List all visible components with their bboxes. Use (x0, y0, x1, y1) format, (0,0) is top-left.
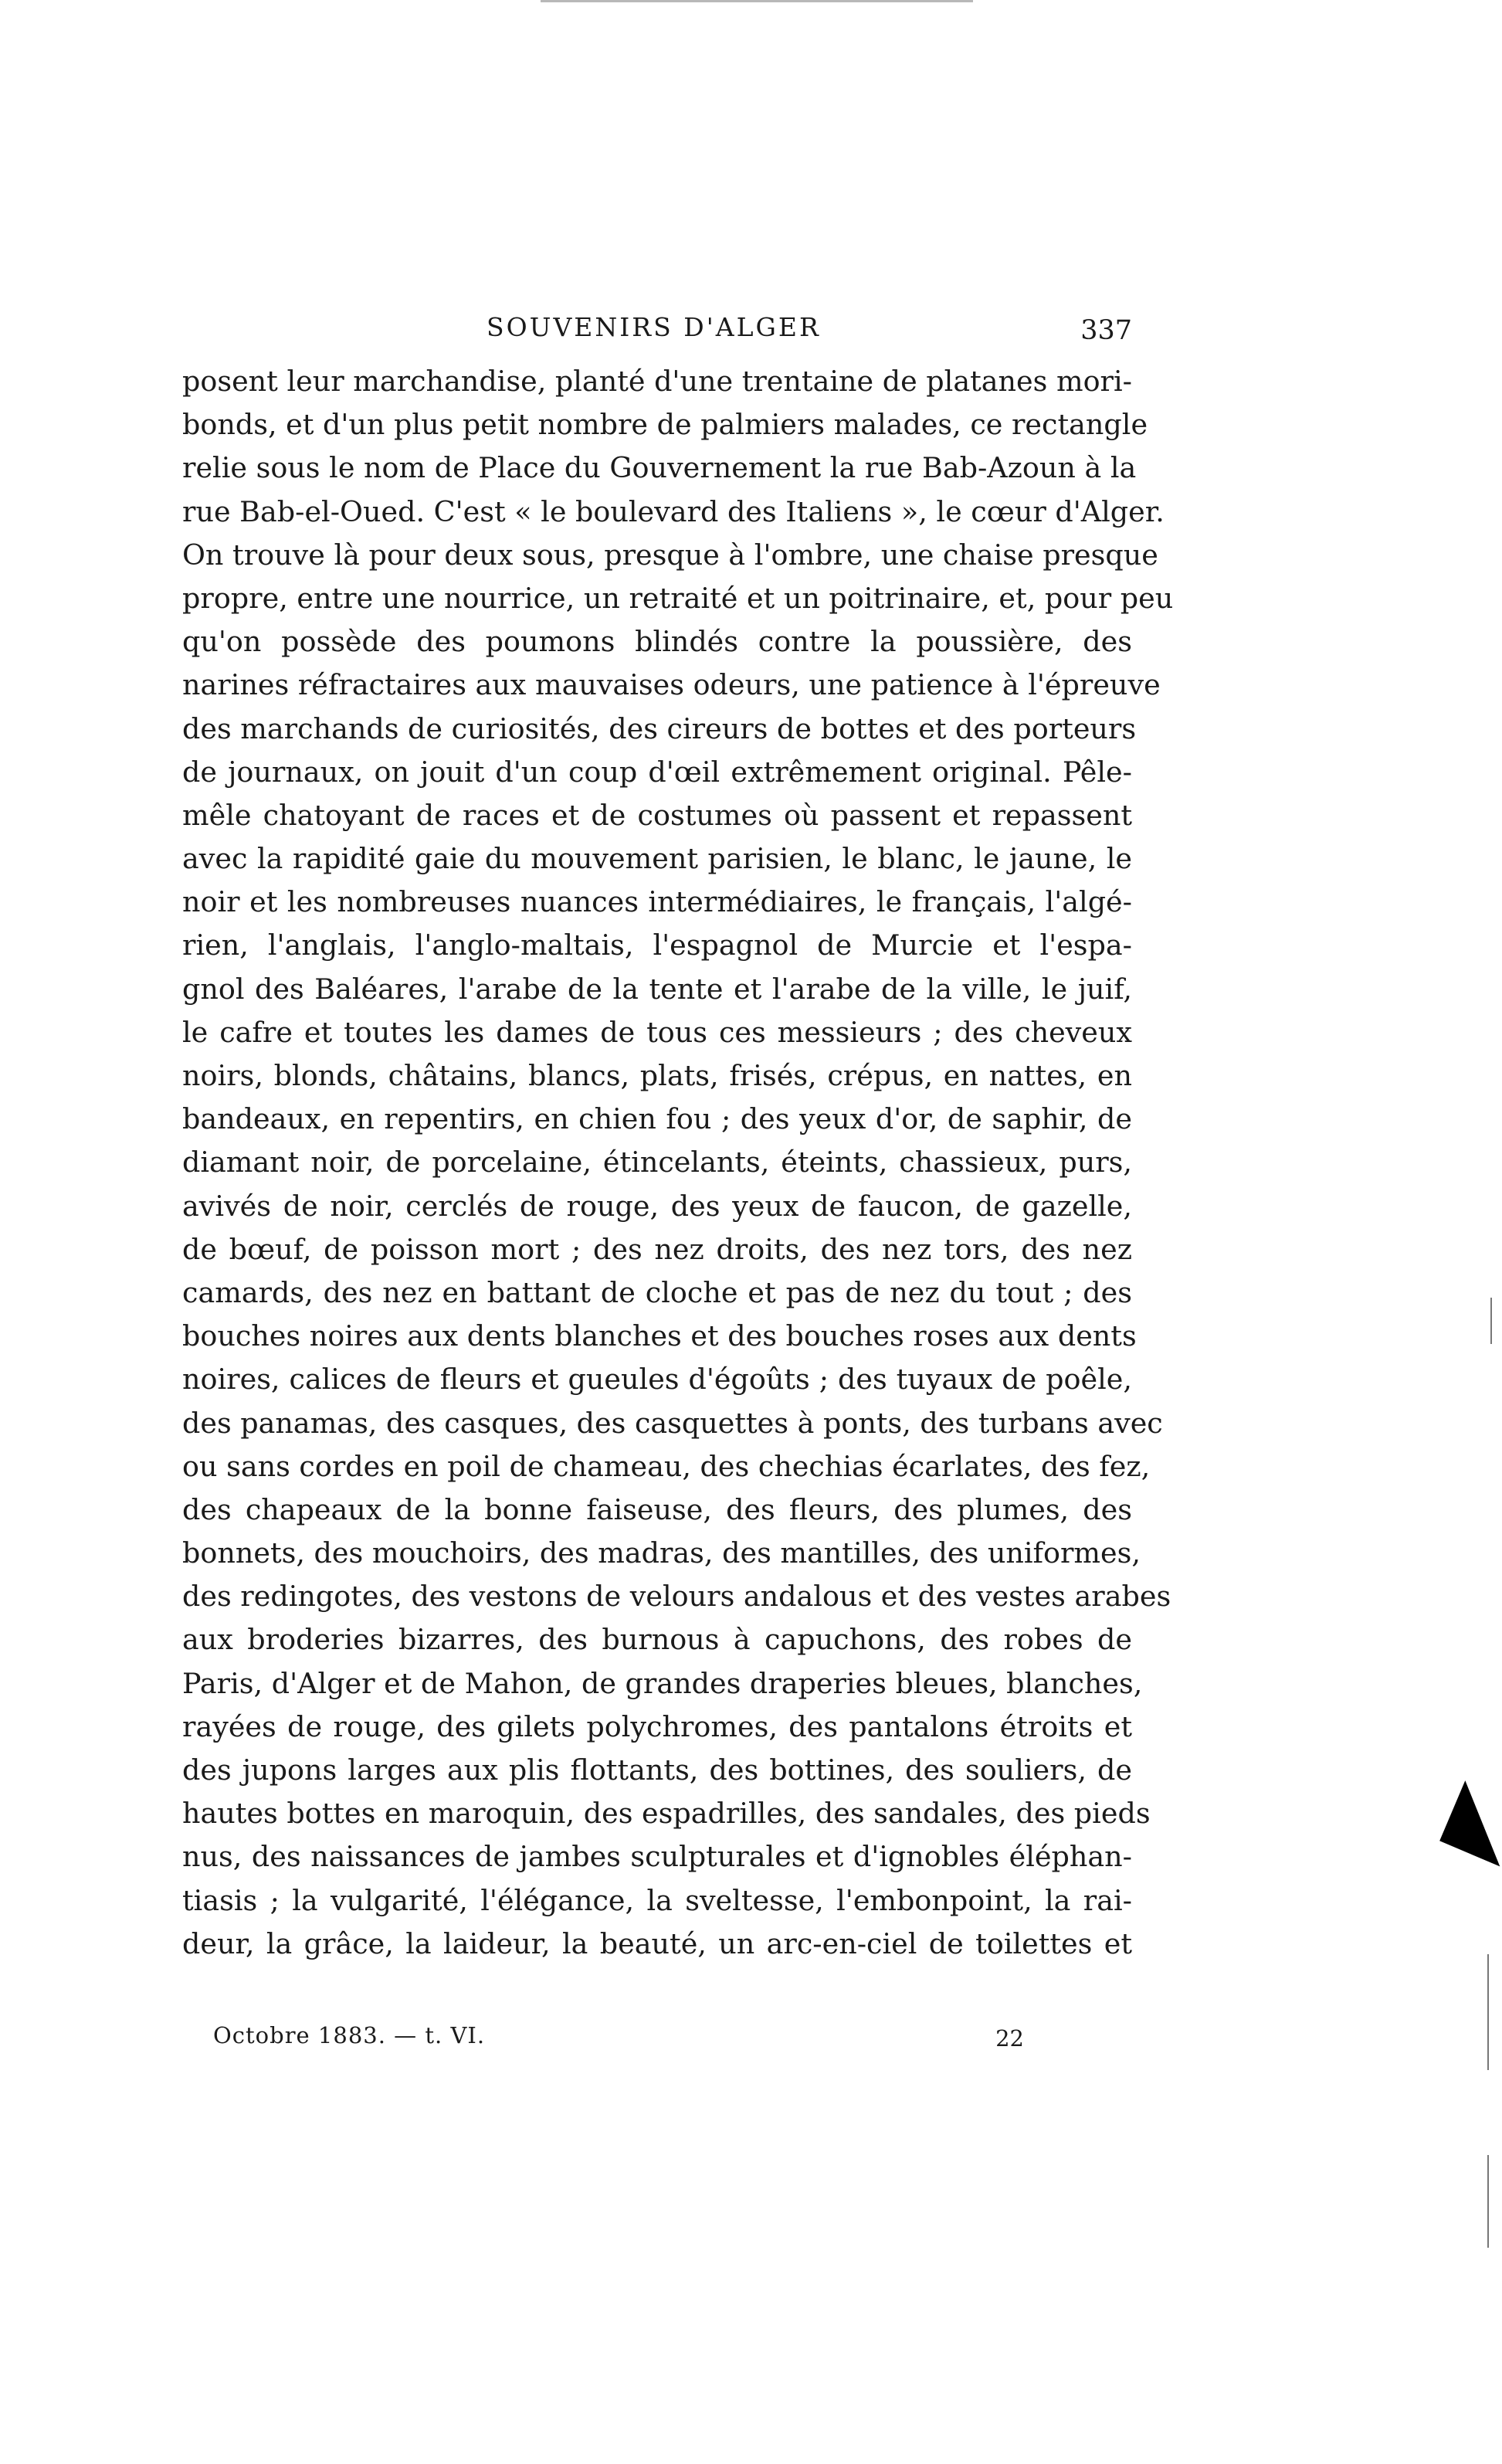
margin-edge-mark (1487, 2155, 1489, 2248)
margin-edge-mark (1487, 1954, 1489, 2070)
page-number: 337 (1080, 315, 1132, 346)
text-line: des redingotes, des vestons de velours andalous et des vestes arabes (182, 1580, 1171, 1614)
text-line: aux broderies bizarres, des burnous à capuchons, des robes de (182, 1623, 1132, 1657)
text-line: nus, des naissances de jambes sculpturales et d'ignobles éléphan- (182, 1840, 1132, 1874)
text-line: de journaux, on jouit d'un coup d'œil extrêmement original. Pêle- (182, 755, 1132, 789)
top-edge-rule (541, 0, 973, 2)
text-line: des panamas, des casques, des casquettes à ponts, des turbans avec (182, 1406, 1163, 1440)
text-line: avivés de noir, cerclés de rouge, des yeux de faucon, de gazelle, (182, 1189, 1132, 1223)
text-line: ou sans cordes en poil de chameau, des chechias écarlates, des fez, (182, 1449, 1151, 1483)
signature-mark: 22 (995, 2025, 1024, 2052)
running-head (182, 312, 1132, 351)
margin-triangle-marker (1422, 1780, 1500, 1884)
text-line: bonds, et d'un plus petit nombre de palmiers malades, ce rectangle (182, 408, 1148, 442)
running-title: SOUVENIRS D'ALGER (487, 312, 821, 342)
text-line: des marchands de curiosités, des cireurs de bottes et des porteurs (182, 711, 1137, 745)
text-line: hautes bottes en maroquin, des espadrilles, des sandales, des pieds (182, 1797, 1151, 1831)
text-line: rien, l'anglais, l'anglo-maltais, l'espagnol de Murcie et l'espa- (182, 928, 1132, 962)
text-line: bonnets, des mouchoirs, des madras, des mantilles, des uniformes, (182, 1536, 1141, 1570)
text-line: mêle chatoyant de races et de costumes où passent et repassent (182, 798, 1132, 832)
text-line: propre, entre une nourrice, un retraité et un poitrinaire, et, pour peu (182, 581, 1174, 615)
text-line: rue Bab-el-Oued. C'est « le boulevard des Italiens », le cœur d'Alger. (182, 494, 1165, 528)
text-line: tiasis ; la vulgarité, l'élégance, la sveltesse, l'embonpoint, la rai- (182, 1883, 1132, 1917)
body-text (182, 360, 1174, 1966)
text-line: Paris, d'Alger et de Mahon, de grandes draperies bleues, blanches, (182, 1666, 1143, 1700)
text-line: deur, la grâce, la laideur, la beauté, un arc-en-ciel de toilettes et (182, 1926, 1132, 1960)
text-line: narines réfractaires aux mauvaises odeurs, une patience à l'épreuve (182, 668, 1161, 702)
text-line: relie sous le nom de Place du Gouvernement la rue Bab-Azoun à la (182, 451, 1137, 485)
text-line: le cafre et toutes les dames de tous ces messieurs ; des cheveux (182, 1015, 1132, 1049)
text-line: rayées de rouge, des gilets polychromes, des pantalons étroits et (182, 1709, 1132, 1743)
text-line: posent leur marchandise, planté d'une trentaine de platanes mori- (182, 365, 1133, 398)
text-line: bouches noires aux dents blanches et des bouches roses aux dents (182, 1319, 1137, 1353)
issue-line: Octobre 1883. — t. VI. (213, 2022, 486, 2048)
text-line: camards, des nez en battant de cloche et pas de nez du tout ; des (182, 1275, 1132, 1309)
text-line: diamant noir, de porcelaine, étincelants, éteints, chassieux, purs, (182, 1145, 1132, 1179)
page-footer (213, 2022, 1024, 2061)
text-line: bandeaux, en repentirs, en chien fou ; des yeux d'or, de saphir, de (182, 1102, 1132, 1136)
text-line: des jupons larges aux plis flottants, des bottines, des souliers, de (182, 1753, 1132, 1787)
text-line: gnol des Baléares, l'arabe de la tente et l'arabe de la ville, le juif, (182, 972, 1132, 1006)
text-line: noir et les nombreuses nuances intermédiaires, le français, l'algé- (182, 885, 1132, 919)
text-line: avec la rapidité gaie du mouvement parisien, le blanc, le jaune, le (182, 842, 1132, 876)
margin-edge-mark (1490, 1298, 1492, 1344)
text-line: On trouve là pour deux sous, presque à l'ombre, une chaise presque (182, 538, 1158, 572)
text-line: qu'on possède des poumons blindés contre la poussière, des (182, 625, 1132, 659)
text-line: de bœuf, de poisson mort ; des nez droits, des nez tors, des nez (182, 1232, 1132, 1266)
text-line: noires, calices de fleurs et gueules d'égoûts ; des tuyaux de poêle, (182, 1363, 1132, 1397)
text-line: noirs, blonds, châtains, blancs, plats, frisés, crépus, en nattes, en (182, 1059, 1132, 1092)
text-line: des chapeaux de la bonne faiseuse, des fleurs, des plumes, des (182, 1492, 1132, 1526)
